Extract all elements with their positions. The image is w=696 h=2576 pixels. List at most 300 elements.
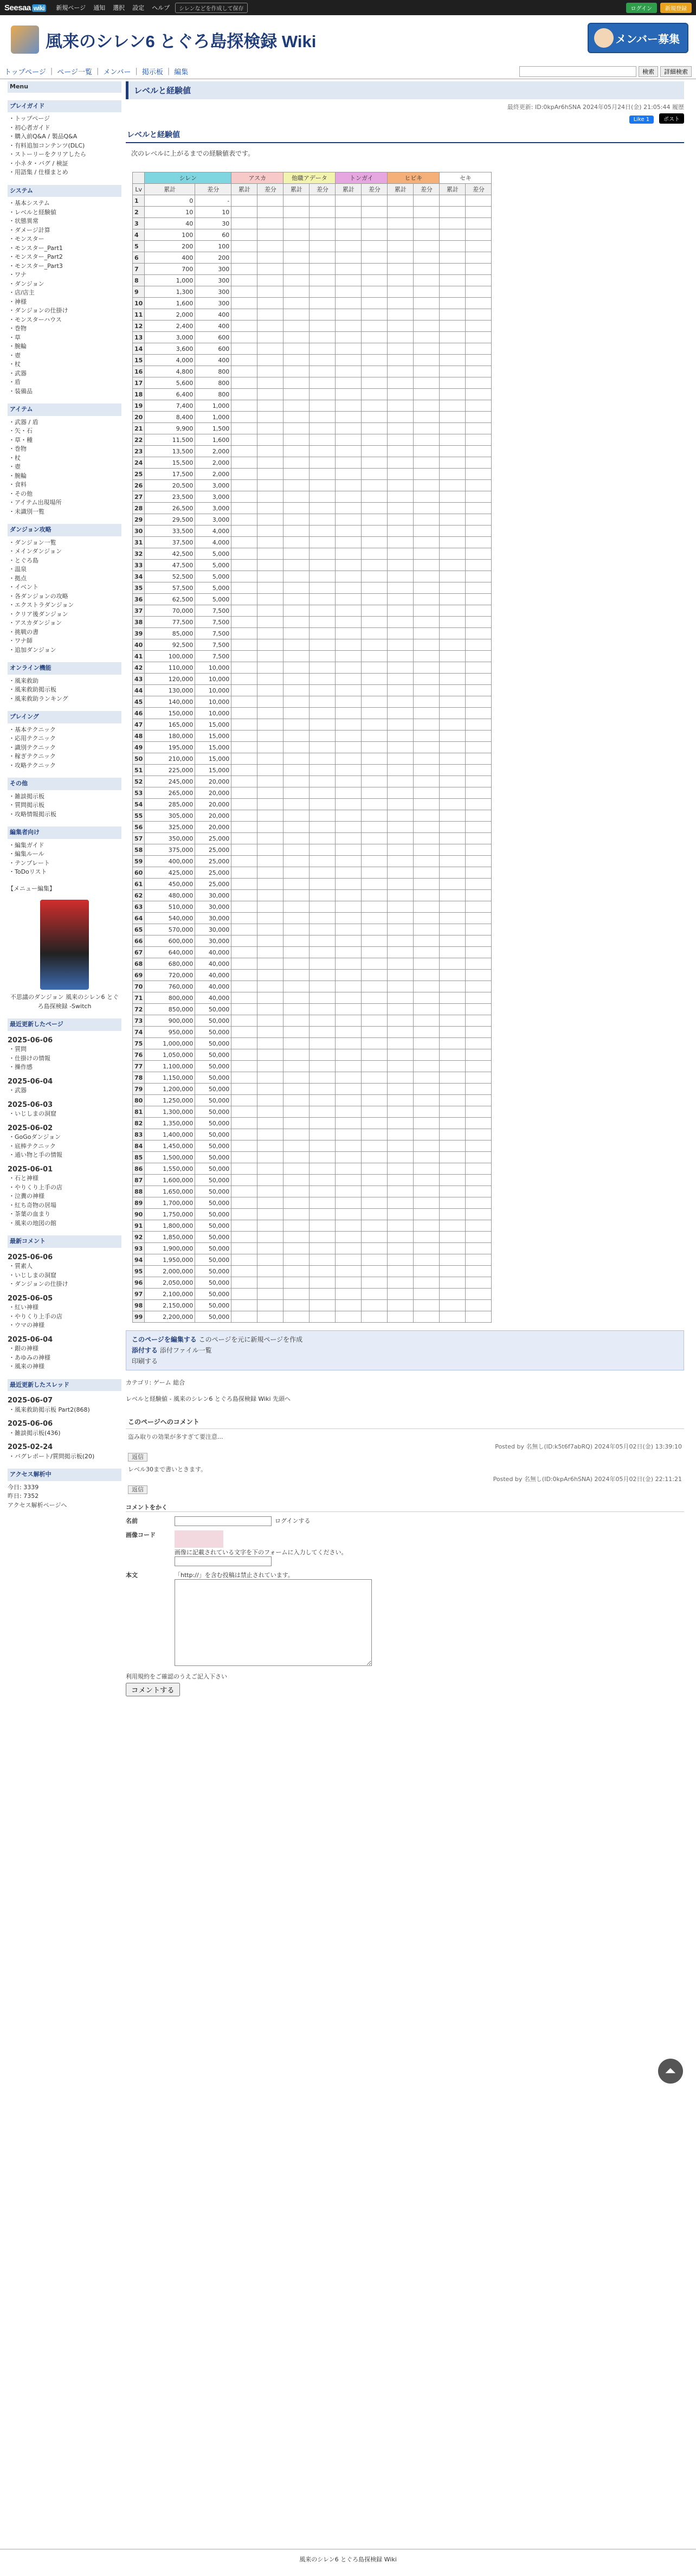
thread-link[interactable]: ・バグレポート/質問掲示板(20) [9, 1452, 95, 1460]
table-cell-empty [388, 1163, 414, 1175]
table-cell-empty [257, 1015, 283, 1027]
recent-comment-link[interactable]: ・いじしまの洞窟 [9, 1271, 56, 1279]
table-cell-empty [257, 810, 283, 822]
body-label: 本文 [126, 1572, 138, 1579]
nav-top[interactable]: トップページ [4, 68, 46, 76]
table-cell-empty [310, 491, 336, 503]
table-row [133, 195, 492, 207]
table-cell-empty [257, 1152, 283, 1163]
table-cell-empty [414, 742, 440, 753]
login-link[interactable]: ログインする [275, 1517, 311, 1524]
table-cell-empty [440, 389, 466, 400]
table-cell-empty [283, 275, 310, 286]
table-cell-empty [466, 195, 492, 207]
table-cell-empty [231, 981, 257, 992]
sidebar-link[interactable]: ・未識別一覧 [9, 508, 44, 515]
table-cell-empty [257, 1027, 283, 1038]
table-cell-level: 18 [133, 389, 145, 400]
table-cell-level: 39 [133, 628, 145, 639]
sidebar-link[interactable]: ・草 [9, 334, 21, 341]
table-cell-empty [466, 685, 492, 696]
table-cell-diff: 7,500 [195, 639, 231, 651]
table-cell-total: 9,900 [145, 423, 195, 434]
help-menu[interactable]: ヘルプ [152, 4, 170, 11]
sidebar-link[interactable]: ・ストーリーをクリアしたら [9, 151, 86, 158]
sidebar-link[interactable]: ・状態異常 [9, 217, 38, 225]
sidebar-link[interactable]: ・レベルと経験値 [9, 208, 56, 216]
table-cell-empty [336, 1197, 362, 1209]
table-cell-empty [414, 787, 440, 799]
table-cell-empty [283, 799, 310, 810]
captcha-input[interactable] [175, 1556, 272, 1566]
table-cell-empty [388, 264, 414, 275]
table-cell-empty [283, 218, 310, 229]
table-cell-empty [283, 879, 310, 890]
table-cell-empty [362, 856, 388, 867]
table-cell-level: 81 [133, 1106, 145, 1118]
table-cell-empty [466, 514, 492, 526]
table-subheader: 差分 [466, 184, 492, 195]
table-cell-empty [362, 685, 388, 696]
table-cell-empty [388, 480, 414, 491]
sidebar-link[interactable]: ・ダンジョン一覧 [9, 539, 56, 546]
sidebar-link[interactable]: ・テンプレート [9, 859, 50, 867]
table-cell-empty [388, 833, 414, 844]
like-button[interactable]: Like 1 [629, 116, 654, 124]
table-cell-empty [388, 491, 414, 503]
table-cell-empty [283, 617, 310, 628]
comment-text: レベル30まで書いときます。 [128, 1466, 207, 1473]
sidebar-link[interactable]: ・有料追加コンテンツ(DLC) [9, 142, 85, 149]
table-cell-empty [283, 548, 310, 560]
sidebar-link[interactable]: ・その他 [9, 490, 33, 497]
table-cell-empty [336, 252, 362, 264]
table-cell-empty [414, 958, 440, 970]
table-cell-empty [414, 343, 440, 355]
table-cell-empty [362, 207, 388, 218]
recent-page-link[interactable]: ・やりくり上手の店 [9, 1183, 62, 1191]
table-cell-empty [440, 879, 466, 890]
table-cell-diff: 25,000 [195, 833, 231, 844]
recent-page-link[interactable]: ・石と神様 [9, 1175, 38, 1182]
sidebar-link[interactable]: ・アイテム出現場所 [9, 499, 62, 506]
sidebar-link[interactable]: ・編集ルール [9, 850, 44, 857]
table-cell-total: 305,000 [145, 810, 195, 822]
sidebar-link[interactable]: ・盾 [9, 379, 21, 386]
table-cell-empty [440, 526, 466, 537]
sidebar-link[interactable]: ・質問掲示板 [9, 802, 44, 809]
table-cell-total: 850,000 [145, 1004, 195, 1015]
table-cell-empty [336, 400, 362, 412]
section-title: レベルと経験値 [126, 127, 684, 143]
member-banner[interactable]: メンバー募集 [588, 23, 688, 53]
sidebar-link[interactable]: ・装備品 [9, 387, 33, 395]
table-cell-empty [440, 195, 466, 207]
terms-link[interactable]: 利用規約をご確認のうえご記入下さい [126, 1673, 227, 1680]
table-cell-empty [362, 582, 388, 594]
table-cell-empty [283, 1311, 310, 1323]
sidebar-link[interactable]: ・クリア後ダンジョン [9, 610, 68, 618]
table-cell-empty [310, 264, 336, 275]
sidebar-link[interactable]: ・初心者ガイド [9, 124, 50, 131]
sidebar-link[interactable]: ・各ダンジョンの攻略 [9, 592, 68, 600]
table-cell-empty [231, 218, 257, 229]
table-row [133, 787, 492, 799]
table-cell-level: 80 [133, 1095, 145, 1106]
recent-comment-link[interactable]: ・質素人 [9, 1263, 33, 1270]
table-cell-diff: 400 [195, 309, 231, 321]
table-row [133, 400, 492, 412]
sidebar-link[interactable]: ・腕輪 [9, 472, 27, 479]
table-cell-empty [466, 765, 492, 776]
table-row [133, 355, 492, 366]
table-cell-total: 265,000 [145, 787, 195, 799]
table-cell-empty [336, 355, 362, 366]
post-button[interactable]: ポスト [659, 113, 684, 124]
table-cell-empty [336, 457, 362, 469]
table-cell-empty [257, 719, 283, 730]
table-cell-total: 33,500 [145, 526, 195, 537]
nav-members[interactable]: メンバー [103, 68, 131, 76]
table-cell-empty [336, 321, 362, 332]
table-cell-empty [362, 491, 388, 503]
nav-pages[interactable]: ページ一覧 [57, 68, 92, 76]
sidebar-link[interactable]: ・神様 [9, 298, 27, 305]
thread-link[interactable]: ・雑談掲示板(436) [9, 1429, 61, 1437]
table-cell-level: 48 [133, 730, 145, 742]
select-menu[interactable]: 選択 [113, 4, 125, 11]
table-cell-empty [362, 1015, 388, 1027]
table-cell-empty [414, 503, 440, 514]
table-cell-empty [231, 412, 257, 423]
new-page-link[interactable]: このページを元に新規ページを作成 [198, 1336, 303, 1343]
sidebar-link[interactable]: ・武器 [9, 369, 27, 377]
sidebar-link[interactable]: ・武器 / 盾 [9, 418, 38, 426]
sidebar-link[interactable]: ・モンスター_Part3 [9, 262, 63, 270]
table-cell-diff: 50,000 [195, 1277, 231, 1289]
recent-comment-link[interactable]: ・風来の神様 [9, 1363, 44, 1370]
table-cell-empty [231, 810, 257, 822]
seesaa-logo[interactable]: Seesaa wiki [4, 3, 46, 12]
sidebar-link[interactable]: ・メインダンジョン [9, 548, 62, 555]
recent-page-link[interactable]: ・茶葉の血まり [9, 1210, 50, 1217]
table-cell-empty [362, 890, 388, 901]
attach-list-link[interactable]: 添付ファイル一覧 [159, 1347, 212, 1354]
product-image[interactable] [40, 900, 89, 990]
footer [0, 2549, 696, 2569]
table-cell-empty [388, 879, 414, 890]
table-cell-empty [283, 651, 310, 662]
table-cell-total: 47,500 [145, 560, 195, 571]
search-button[interactable]: 検索 [639, 66, 658, 77]
table-cell-total: 17,500 [145, 469, 195, 480]
sidebar-link[interactable]: ・ダンジョンの仕掛け [9, 307, 68, 314]
nav-edit[interactable]: 編集 [174, 68, 189, 76]
table-cell-empty [310, 400, 336, 412]
sidebar-link[interactable]: ・モンスター [9, 235, 44, 242]
sidebar-link[interactable]: ・ワナ師 [9, 637, 33, 644]
table-cell-empty [414, 457, 440, 469]
table-cell-empty [257, 298, 283, 309]
table-cell-empty [440, 1027, 466, 1038]
settings-menu[interactable]: 設定 [132, 4, 145, 11]
sidebar-link[interactable]: ・温泉 [9, 566, 27, 573]
table-cell-empty [231, 1027, 257, 1038]
sidebar-link[interactable]: ・モンスター_Part2 [9, 253, 63, 260]
sidebar-link[interactable]: ・編集ガイド [9, 841, 44, 849]
sidebar-link[interactable]: ・壺 [9, 351, 21, 359]
name-input[interactable] [175, 1516, 272, 1526]
sidebar-link[interactable]: ・購入前Q&A / 製品Q&A [9, 133, 78, 140]
table-cell-empty [414, 1118, 440, 1129]
sidebar-link[interactable]: ・拠点 [9, 574, 27, 582]
table-cell-empty [231, 252, 257, 264]
signup-button[interactable]: 新規登録 [660, 3, 692, 13]
scroll-top-icon[interactable]: ⏶ [658, 2059, 683, 2084]
table-cell-empty [257, 412, 283, 423]
table-cell-empty [440, 207, 466, 218]
table-cell-empty [466, 207, 492, 218]
recent-comment-link[interactable]: ・紅い神様 [9, 1304, 38, 1311]
detail-search-button[interactable]: 詳細検索 [660, 66, 692, 77]
table-cell-total: 2,000 [145, 309, 195, 321]
recent-comment-link[interactable]: ・あゆみの神様 [9, 1354, 50, 1361]
menu-edit-link[interactable]: 【メニュー編集】 [8, 885, 55, 892]
table-cell-empty [257, 1186, 283, 1197]
table-cell-empty [440, 582, 466, 594]
table-cell-empty [310, 560, 336, 571]
table-cell-level: 57 [133, 833, 145, 844]
sidebar-link[interactable]: ・攻略情報掲示板 [9, 810, 56, 818]
table-row [133, 1232, 492, 1243]
recent-page-link[interactable]: ・底棒テクニック [9, 1142, 56, 1150]
notify-menu[interactable]: 通知 [93, 4, 106, 11]
table-cell-total: 285,000 [145, 799, 195, 810]
sidebar-link[interactable]: ・巻物 [9, 445, 27, 452]
sidebar-link[interactable]: ・雑談掲示板 [9, 792, 44, 800]
table-cell-total: 37,500 [145, 537, 195, 548]
table-cell-diff: 15,000 [195, 753, 231, 765]
sidebar-link[interactable]: ・用語集 / 仕様まとめ [9, 169, 68, 176]
sidebar-link[interactable]: ・ダンジョン [9, 280, 44, 287]
table-cell-diff: 1,000 [195, 400, 231, 412]
table-cell-empty [414, 355, 440, 366]
table-cell-empty [466, 560, 492, 571]
table-cell-level: 41 [133, 651, 145, 662]
sidebar-link[interactable]: ・小ネタ・バグ / 検証 [9, 159, 68, 167]
sidebar-link[interactable]: ・食料 [9, 481, 27, 488]
table-cell-empty [466, 1027, 492, 1038]
table-row [133, 981, 492, 992]
table-cell-empty [310, 1027, 336, 1038]
sidebar-link[interactable]: ・挑戦の書 [9, 628, 38, 636]
recent-comment-link[interactable]: ・ウマの神様 [9, 1322, 44, 1329]
table-cell-empty [362, 1243, 388, 1254]
sidebar-link[interactable]: ・矢・石 [9, 427, 33, 434]
recent-page-link[interactable]: ・操作感 [9, 1063, 33, 1071]
reply-button[interactable]: 返信 [128, 1485, 147, 1494]
table-cell-empty [440, 412, 466, 423]
table-cell-empty [362, 286, 388, 298]
print-link[interactable]: 印刷する [132, 1357, 158, 1365]
reply-button[interactable]: 返信 [128, 1453, 147, 1462]
table-cell-level: 42 [133, 662, 145, 674]
top-pill[interactable]: シレンなどを作成して保存 [175, 3, 248, 13]
sidebar-link[interactable]: ・モンスター_Part1 [9, 244, 63, 252]
product-caption[interactable]: 不思議のダンジョン 風来のシレン6 とぐろ島探検録 -Switch [10, 994, 119, 1010]
sidebar-link[interactable]: ・稼ぎテクニック [9, 753, 56, 760]
table-cell-empty [283, 674, 310, 685]
footer-text[interactable]: 風来のシレン6 とぐろ島探検録 Wiki [299, 2556, 397, 2563]
access-today: 今日: 3339 [8, 1483, 39, 1491]
sidebar-link[interactable]: ・風来救助ランキング [9, 695, 68, 702]
recent-comment-link[interactable]: ・やりくり上手の店 [9, 1312, 62, 1320]
sidebar-link[interactable]: ・ダメージ計算 [9, 226, 50, 234]
table-cell-empty [414, 1140, 440, 1152]
table-cell-empty [388, 924, 414, 935]
table-row [133, 947, 492, 958]
sidebar-link[interactable]: ・草・種 [9, 436, 33, 444]
table-row [133, 252, 492, 264]
recent-page-link[interactable]: ・質問 [9, 1046, 27, 1053]
sidebar-link[interactable]: ・イベント [9, 584, 38, 591]
sidebar-link[interactable]: ・識別テクニック [9, 744, 56, 751]
table-cell-empty [257, 1118, 283, 1129]
table-cell-empty [310, 1197, 336, 1209]
site-title[interactable]: 風来のシレン6 とぐろ島探検録 Wiki [46, 31, 317, 51]
table-cell-empty [257, 1004, 283, 1015]
table-cell-diff: 50,000 [195, 1152, 231, 1163]
table-cell-total: 1,200,000 [145, 1084, 195, 1095]
table-cell-empty [440, 958, 466, 970]
sidebar-link[interactable]: ・店/店主 [9, 289, 35, 296]
recent-page-link[interactable]: ・GoGoダンジョン [9, 1133, 61, 1140]
recent-page-link[interactable]: ・風来の地図の館 [9, 1219, 56, 1227]
table-cell-empty [414, 981, 440, 992]
recent-comment-link[interactable]: ・銀の神様 [9, 1345, 38, 1352]
sidebar-link[interactable]: ・杖 [9, 361, 21, 368]
table-cell-empty [414, 1232, 440, 1243]
recent-page-link[interactable]: ・仕掛けの情報 [9, 1054, 50, 1062]
edit-page-link[interactable]: このページを編集する [132, 1336, 197, 1343]
recent-comment-link[interactable]: ・ダンジョンの仕掛け [9, 1280, 68, 1287]
sidebar-link[interactable]: ・巻物 [9, 325, 27, 332]
table-row [133, 1038, 492, 1049]
table-cell-empty [362, 377, 388, 389]
table-cell-empty [466, 822, 492, 833]
table-cell-empty [362, 423, 388, 434]
login-button[interactable]: ログイン [626, 3, 658, 13]
attach-link[interactable]: 添付する [132, 1347, 158, 1354]
table-cell-empty [440, 776, 466, 787]
comment-textarea[interactable] [175, 1579, 372, 1666]
new-page-menu[interactable]: 新規ページ [56, 4, 86, 11]
table-cell-empty [283, 400, 310, 412]
table-row [133, 503, 492, 514]
sidebar-link[interactable]: ・エクストラダンジョン [9, 601, 74, 608]
table-cell-empty [414, 1049, 440, 1061]
table-cell-empty [231, 730, 257, 742]
table-cell-empty [388, 1254, 414, 1266]
sidebar-link[interactable]: ・壺 [9, 463, 21, 470]
table-cell-level: 79 [133, 1084, 145, 1095]
sidebar-link[interactable]: ・腕輪 [9, 343, 27, 350]
sidebar-link[interactable]: ・杖 [9, 454, 21, 462]
sidebar-link[interactable]: ・ワナ [9, 271, 27, 278]
table-cell-empty [283, 389, 310, 400]
table-cell-empty [257, 708, 283, 719]
search-input[interactable] [519, 66, 636, 77]
table-cell-empty [310, 1118, 336, 1129]
table-cell-empty [283, 1277, 310, 1289]
table-cell-empty [283, 1084, 310, 1095]
access-link[interactable]: アクセス解析ページへ [8, 1501, 67, 1509]
sidebar-link[interactable]: ・基本テクニック [9, 726, 56, 733]
nav-board[interactable]: 掲示板 [141, 68, 163, 76]
table-cell-empty [466, 810, 492, 822]
table-cell-level: 38 [133, 617, 145, 628]
recent-page-link[interactable]: ・いじしまの洞窟 [9, 1110, 56, 1117]
table-cell-empty [283, 1072, 310, 1084]
table-row [133, 992, 492, 1004]
sidebar-link[interactable]: ・攻略テクニック [9, 761, 56, 769]
sidebar-link[interactable]: ・基本システム [9, 200, 50, 207]
sidebar-link[interactable]: ・モンスターハウス [9, 316, 62, 323]
table-cell-level: 87 [133, 1175, 145, 1186]
table-cell-diff: 10,000 [195, 662, 231, 674]
table-cell-empty [414, 195, 440, 207]
table-cell-empty [257, 514, 283, 526]
table-row [133, 901, 492, 913]
recent-page-link[interactable]: ・泣糞の神様 [9, 1193, 44, 1200]
thread-link[interactable]: ・風来救助掲示板 Part2(868) [9, 1406, 90, 1413]
table-cell-empty [440, 298, 466, 309]
table-row [133, 491, 492, 503]
table-cell-empty [362, 241, 388, 252]
edit-box [126, 1330, 684, 1370]
table-cell-empty [362, 1129, 388, 1140]
table-cell-empty [231, 275, 257, 286]
table-cell-empty [414, 662, 440, 674]
recent-page-link[interactable]: ・通い物と手の情報 [9, 1151, 62, 1158]
table-cell-diff: 20,000 [195, 776, 231, 787]
table-cell-empty [231, 822, 257, 833]
table-cell-empty [231, 526, 257, 537]
table-cell-level: 26 [133, 480, 145, 491]
table-cell-empty [440, 742, 466, 753]
sidebar-link[interactable]: ・とぐろ島 [9, 556, 38, 564]
table-cell-empty [388, 571, 414, 582]
sidebar-link[interactable]: ・追加ダンジョン [9, 646, 56, 653]
recent-date: 2025-06-01 [8, 1165, 53, 1174]
sidebar-link[interactable]: ・アスカダンジョン [9, 619, 62, 626]
table-cell-empty [362, 674, 388, 685]
table-cell-empty [283, 1027, 310, 1038]
table-cell-empty [283, 298, 310, 309]
sidebar-link[interactable]: ・ToDoリスト [9, 868, 47, 875]
sidebar-link[interactable]: ・風来救助 [9, 677, 38, 684]
table-subheader: 差分 [195, 184, 231, 195]
sidebar-link[interactable]: ・トップページ [9, 115, 50, 122]
table-row [133, 560, 492, 571]
recent-page-link[interactable]: ・紅ち奇物の居場 [9, 1201, 56, 1209]
sidebar-link[interactable]: ・風来救助掲示板 [9, 686, 56, 693]
breadcrumb[interactable]: レベルと経験値 - 風来のシレン6 とぐろ島探検録 Wiki 先頭へ [126, 1395, 291, 1402]
sidebar-link[interactable]: ・応用テクニック [9, 735, 56, 742]
table-cell-empty [388, 617, 414, 628]
recent-page-link[interactable]: ・武器 [9, 1087, 27, 1094]
submit-comment-button[interactable]: コメントする [126, 1683, 180, 1696]
